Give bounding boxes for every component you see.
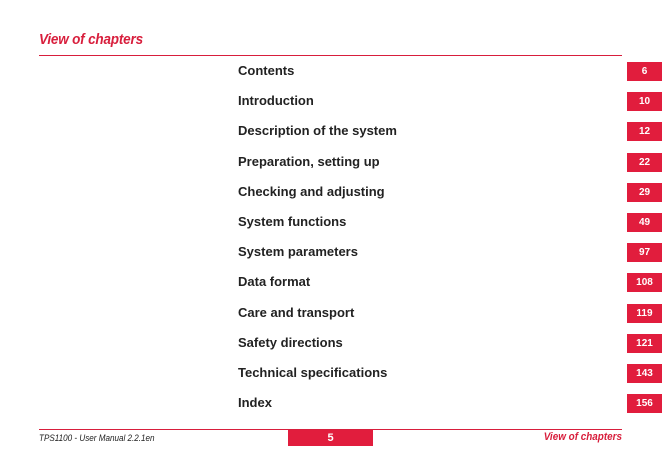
toc-entry-label[interactable]: Care and transport: [238, 304, 355, 320]
toc-entry-label[interactable]: Contents: [238, 63, 295, 78]
toc-entry-system-parameters[interactable]: [0, 237, 662, 267]
toc-page-badge[interactable]: 6: [627, 62, 662, 81]
toc-entry-system-functions[interactable]: [0, 207, 662, 237]
page-title: View of chapters: [39, 31, 143, 48]
toc-entry-label[interactable]: System parameters: [238, 244, 358, 260]
toc-entry-label[interactable]: Index: [238, 395, 272, 411]
toc-page-badge[interactable]: 29: [627, 183, 662, 202]
toc-page-badge[interactable]: 119: [627, 304, 662, 323]
toc-page-badge[interactable]: 49: [627, 213, 662, 232]
footer-page-number: 5: [288, 430, 373, 446]
toc-entry-label[interactable]: Safety directions: [238, 334, 343, 350]
toc-entry-technical-specifications[interactable]: [0, 358, 662, 388]
toc-page-badge[interactable]: 121: [627, 334, 662, 353]
toc-entry-contents[interactable]: [0, 56, 662, 86]
toc-entry-label[interactable]: Introduction: [238, 93, 314, 109]
footer-section-title: View of chapters: [543, 431, 622, 443]
chapter-list: [0, 56, 662, 418]
toc-entry-introduction[interactable]: [0, 86, 662, 116]
toc-page-badge[interactable]: 108: [627, 273, 662, 292]
toc-entry-label[interactable]: Technical specifications: [238, 364, 388, 380]
toc-page-badge[interactable]: 12: [627, 122, 662, 141]
toc-page-badge[interactable]: 10: [627, 92, 662, 111]
toc-entry-label[interactable]: Data format: [238, 274, 311, 290]
toc-entry-description-of-the-system[interactable]: [0, 116, 662, 146]
toc-entry-label[interactable]: Preparation, setting up: [238, 153, 380, 169]
toc-page-badge[interactable]: 22: [627, 153, 662, 172]
footer-manual-name: TPS1100 - User Manual 2.2.1en: [39, 433, 155, 443]
toc-entry-label[interactable]: System functions: [238, 213, 347, 229]
toc-entry-label[interactable]: Description of the system: [238, 123, 397, 139]
toc-entry-safety-directions[interactable]: [0, 328, 662, 358]
toc-page-badge[interactable]: 143: [627, 364, 662, 383]
toc-page-badge[interactable]: 97: [627, 243, 662, 262]
toc-entry-index[interactable]: [0, 388, 662, 418]
toc-entry-label[interactable]: Checking and adjusting: [238, 183, 385, 199]
toc-entry-checking-and-adjusting[interactable]: [0, 177, 662, 207]
toc-page-badge[interactable]: 156: [627, 394, 662, 413]
toc-entry-care-and-transport[interactable]: [0, 298, 662, 328]
toc-entry-preparation-setting-up[interactable]: [0, 147, 662, 177]
toc-entry-data-format[interactable]: [0, 267, 662, 297]
